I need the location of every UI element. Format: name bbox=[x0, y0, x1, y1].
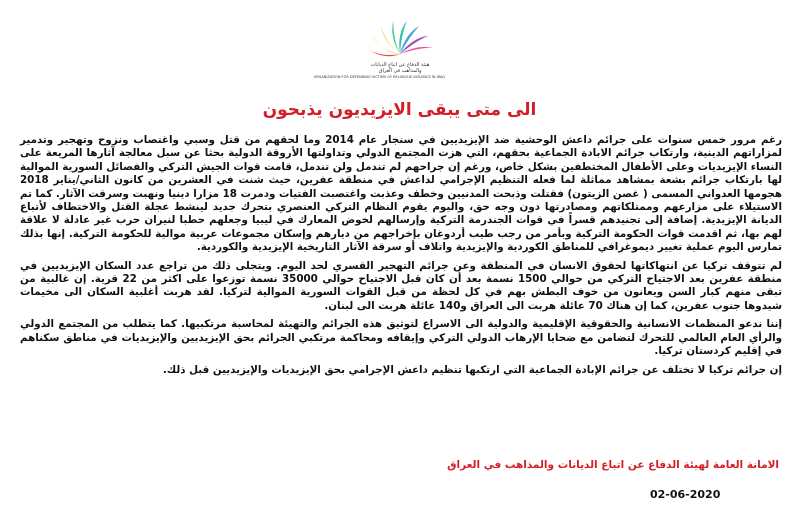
logo-petal bbox=[400, 47, 434, 54]
paragraph-4: إن جرائم تركيا لا تختلف عن جرائم الإبادة الجماعية التي ارتكبها تنظيم داعش الإجرامي بحق الإيزيديات والإيزيديين قبل ذلك. bbox=[162, 363, 782, 376]
signature: الامانة العامة لهيئة الدفاع عن اتباع الديانات والمذاهب في العراق bbox=[447, 459, 779, 471]
organization-logo bbox=[313, 4, 445, 88]
paragraph-3: إننا ندعو المنظمات الانسانية والحقوقية الإقليمية والدولية الى الاسراع لتوثيق هذه الجرائم والتهيئة لمحاسبة مرتكبيها. كما يتطلب من المجتمع الدولي والرأي العام العالمي للتحرك لتضامن مع ضحايا الإرهاب الدولي التركي وإيقافه ومحاكمة مرتكبي الجرائم بحق الإيزيديين والإيزيديات في مناطق سكناهم في إقليم كردستان تركيا. bbox=[20, 318, 782, 358]
document-date: 02-06-2020 bbox=[650, 488, 721, 501]
paragraph-2: لم تتوقف تركيا عن انتهاكاتها لحقوق الانسان في المنطقة وعن جرائم التهجير القسري لحد اليوم. ويتجلى ذلك من تراجع عدد السكان الإيزيديين في منطقة عفرين بعد الاجتياح التركي من حوالي 1500 نسمة بعد أن كان قبل الاجتياح حوالي 35000 نسمة توزعوا على اكثر من 22 قرية. إن غالبية من تبقى منهم كبار السن ويعانون من خوف البطش بهم في كل لحظة من قبل القوات السورية الموالية لتركيا. لقد هربت أغلبية السكان الى مخيمات شيدوها جنوب عفرين، كما إن هناك 70 عائلة هربت الى العراق و140 عائلة هربت الى لبنان. bbox=[20, 259, 782, 312]
paragraph-1: رغم مرور خمس سنوات على جرائم داعش الوحشية ضد الإيزيديين في سنجار عام 2014 وما لحقهم من قتل وسبي واغتصاب ونزوح وتهجير وتدمير لمزاراتهم الدينية، وارتكاب جرائم الابادة الجماعية بحقهم، التي هزت المجتمع الدولي وتداولتها الأروقة الدولية بحثا عن سبل معالجة آثارها المريعة على النساء الإيزيديات وعلى الأطفال المختطفين بشكل خاص، ورغم إن جراحهم لم تندمل ولن تندمل، قامت قوات الجيش التركي والفصائل السورية الموالية لها بارتكاب جرائم بشعة بمشاهد مماثلة لما فعله التنظيم الإجرامي لداعش في منطقة عفرين، حيث شنت في العشرين من كانون الثاني/يناير 2018 هجومها العدواني المسمى ( غصن الزيتون) فقتلت وذبحت المدنيين وخطف وعذبت واغتصبت الفتيات ودمرت 18 مزارا دينيا ونهبت وسرقت الآثار. كما تم الاستيلاء على مزارعهم وممتلكاتهم ومصادرتها دون وجه حق، واليوم يقوم النظام التركي العنصري بتحرك جديد لينشط عجلة القتل والاختطاف لأتباع الديانة الإيزيدية. إضافة إلى تجنيدهم قسراً في قوات الجندرمة التركية وإرسالهم لخوض المعارك في ليبيا وجعلهم حطبا لنيران حرب غير عادلة لا علاقة لهم بها، ثم اقدمت قوات الحكومة التركية وبأمر من رجب طيب أردوغان بإخراجهم من ديارهم وإسكان مجموعات عربية موالية للحكومة التركية. إنها بذلك تمارس اليوم عملية تغيير ديموغرافي للمناطق الكوردية والإيزيدية واتلاف أو سرقة الآثار التاريخية الإيزيدية والكوردية. bbox=[20, 134, 782, 254]
logo-name-line2: والمذاهب في العراق bbox=[378, 68, 422, 74]
logo-name-line1: هيئة الدفاع عن اتباع الديانات bbox=[370, 62, 430, 68]
document-body bbox=[20, 134, 782, 382]
logo-petal bbox=[392, 21, 400, 54]
logo-emblem-icon bbox=[365, 4, 435, 62]
logo-petal bbox=[367, 48, 401, 56]
logo-name-line3: ORGANIZATION FOR DEFENDING VICTIMS OF RELIGIOUS VIOLENCE IN IRAQ bbox=[313, 75, 445, 79]
document-title: الى متى يبقى الايزيديون يذبحون bbox=[262, 100, 537, 120]
logo-petal bbox=[381, 26, 400, 54]
